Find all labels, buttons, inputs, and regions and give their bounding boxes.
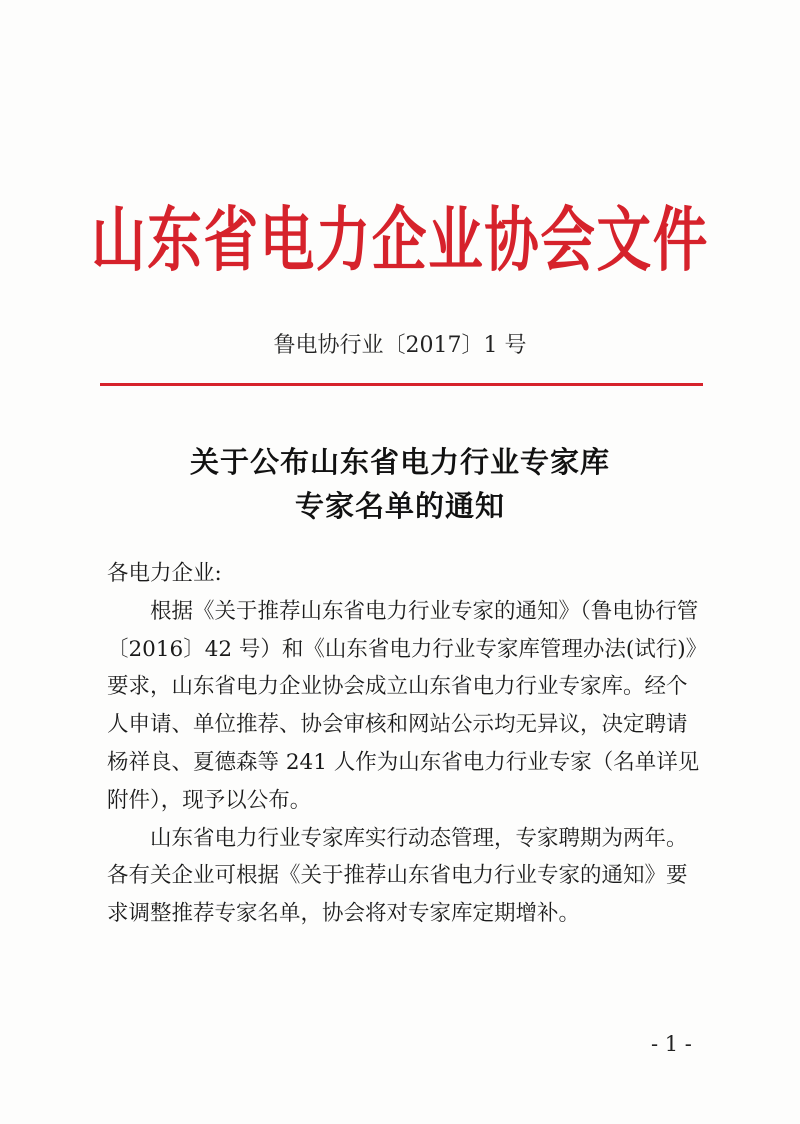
notice-title: [0, 440, 800, 528]
document-number: 鲁电协行业〔2017〕1 号: [273, 333, 527, 358]
notice-title-line-1: 关于公布山东省电力行业专家库: [189, 445, 610, 479]
issuing-organization-title: 山东省电力企业协会文件: [91, 198, 709, 281]
notice-body: [107, 555, 707, 933]
salutation: 各电力企业:: [107, 561, 222, 586]
notice-title-line-2: 专家名单的通知: [294, 489, 505, 523]
body-paragraph-2: 山东省电力行业专家库实行动态管理，专家聘期为两年。各有关企业可根据《关于推荐山东省电力行业专家的通知》要求调整推荐专家名单，协会将对专家库定期增补。: [107, 825, 688, 927]
page-number: - 1 -: [651, 1032, 692, 1056]
body-paragraph-1: 根据《关于推荐山东省电力行业专家的通知》（鲁电协行管〔2016〕42 号）和《山东省电力行业专家库管理办法(试行)》要求，山东省电力企业协会成立山东省电力行业专家库。经个人申请、单位推荐、协会审核和网站公示均无异议，决定聘请杨祥良、夏德森等 241 人作为山东省电力行业专家（名单详见附件），现予以公布。: [107, 598, 700, 813]
header-divider-rule: [100, 383, 703, 386]
